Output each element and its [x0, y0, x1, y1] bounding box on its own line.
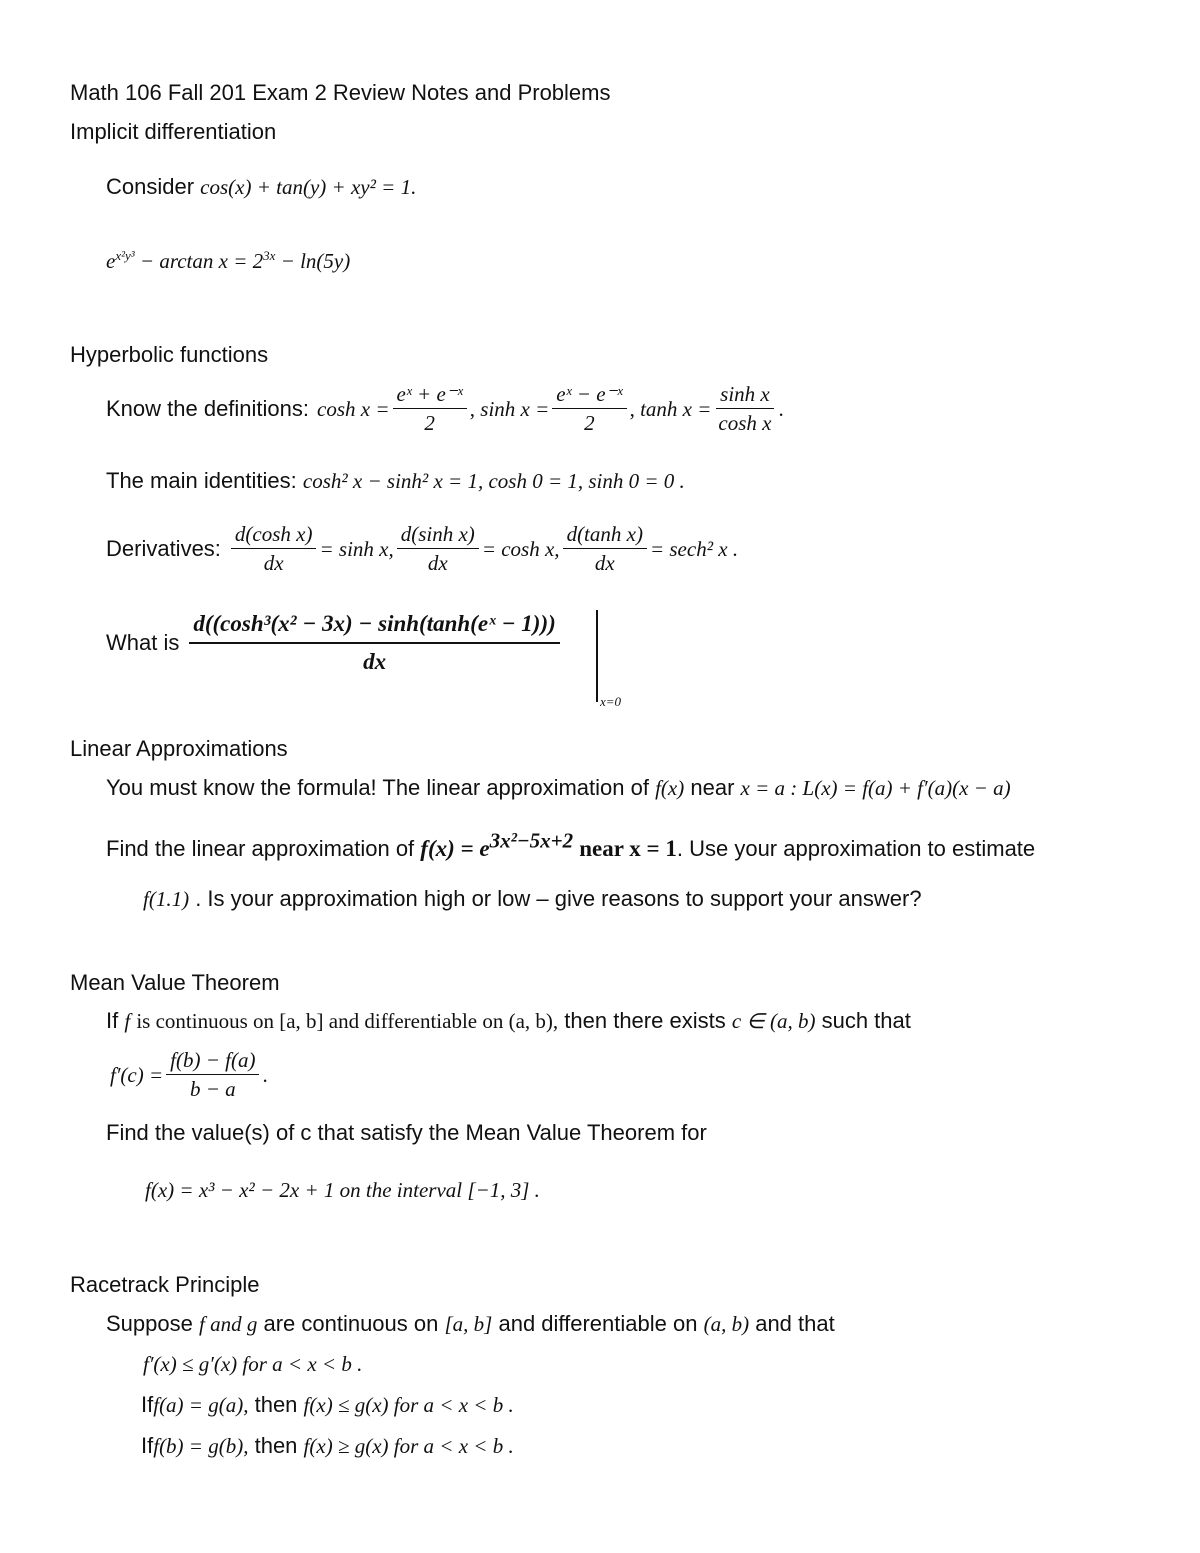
racetrack-line4 — [141, 1433, 514, 1459]
racetrack-line4-result: f(x) ≥ g(x) for a < x < b . — [303, 1434, 514, 1458]
tanh-denominator: cosh x — [718, 411, 772, 435]
identities-label: The main identities: — [106, 468, 297, 493]
whatis-numerator: d((cosh³(x² − 3x) − sinh(tanh(eˣ − 1))) — [189, 608, 559, 644]
racetrack-differentiable: and differentiable on — [498, 1311, 698, 1336]
sinh-numerator: eˣ − e⁻ˣ — [552, 382, 626, 409]
heading-racetrack: Racetrack Principle — [70, 1272, 260, 1297]
whatis-denominator: dx — [363, 649, 387, 674]
d-sinh-fraction — [397, 522, 479, 575]
tanh-numerator: sinh x — [716, 382, 774, 409]
eq2-exp: x²y³ — [115, 248, 135, 263]
cosh-numerator: eˣ + e⁻ˣ — [393, 382, 467, 409]
derivatives-label: Derivatives: — [106, 535, 221, 561]
mvt-lhs: f′(c) = — [110, 1062, 164, 1087]
mvt-period: . — [262, 1062, 268, 1087]
racetrack-suppose: Suppose — [106, 1311, 193, 1336]
eq2-tail: − ln(5y) — [280, 249, 351, 273]
linear-line3-text: . Is your approximation high or low – give reasons to support your answer? — [195, 886, 922, 911]
racetrack-line3 — [141, 1392, 514, 1418]
cosh-fraction — [393, 382, 467, 435]
racetrack-line3-then: then — [254, 1392, 298, 1417]
heading-linear: Linear Approximations — [70, 736, 288, 761]
heading-implicit: Implicit differentiation — [70, 119, 277, 144]
document-title: Math 106 Fall 201 Exam 2 Review Notes and Problems — [70, 80, 611, 105]
d-tanh-numerator: d(tanh x) — [563, 522, 647, 549]
eq2-exp2: 3x — [263, 248, 276, 263]
d-tanh-rhs: = sech² x . — [649, 536, 739, 561]
racetrack-and-that: and that — [755, 1311, 835, 1336]
mvt-if: If — [106, 1008, 119, 1033]
d-tanh-denominator: dx — [594, 551, 615, 575]
linear-near-point: near x = 1 — [579, 836, 677, 861]
equation-1: cos(x) + tan(y) + xy² = 1. — [200, 175, 417, 199]
sinh-fraction — [552, 382, 626, 435]
racetrack-line3-if: If — [141, 1392, 154, 1417]
linear-line2-tail: . Use your approximation to estimate — [676, 836, 1036, 861]
linear-exponent: 3x²−5x+2 — [489, 828, 574, 853]
sinh-lhs: sinh x = — [480, 396, 550, 421]
racetrack-line3-result: f(x) ≤ g(x) for a < x < b . — [303, 1393, 514, 1417]
mvt-continuity: is continuous on [a, b] and differentiable on (a, b), — [136, 1009, 559, 1033]
d-cosh-numerator: d(cosh x) — [231, 522, 317, 549]
racetrack-line4-cond: f(b) = g(b), — [153, 1434, 249, 1458]
linear-function: f(x) = e — [420, 836, 490, 861]
evaluation-point: x=0 — [600, 694, 622, 709]
mvt-c-in: c ∈ (a, b) — [731, 1009, 816, 1033]
linear-estimate-line — [143, 886, 922, 912]
d-sinh-numerator: d(sinh x) — [397, 522, 479, 549]
eq2-rest: − arctan x = 2 — [139, 249, 264, 273]
mvt-such: such that — [821, 1008, 911, 1033]
racetrack-continuous: are continuous on — [263, 1311, 439, 1336]
cosh-lhs: cosh x = — [317, 396, 390, 421]
d-cosh-fraction — [231, 522, 317, 575]
d-cosh-rhs: = sinh x, — [319, 536, 394, 561]
identities-formula: cosh² x − sinh² x = 1, cosh 0 = 1, sinh 0 = 0 . — [302, 469, 685, 493]
sinh-denominator: 2 — [584, 411, 595, 435]
equation-2 — [106, 248, 350, 274]
tanh-fraction — [714, 382, 775, 435]
d-tanh-fraction — [563, 522, 647, 575]
racetrack-line2: f′(x) ≤ g′(x) for a < x < b . — [143, 1352, 363, 1376]
mvt-f: f — [124, 1009, 131, 1033]
racetrack-line1 — [106, 1311, 835, 1337]
mvt-fraction — [166, 1048, 259, 1101]
linear-fx: f(x) — [655, 776, 685, 800]
mvt-formula — [110, 1048, 268, 1101]
heading-hyperbolic: Hyperbolic functions — [70, 342, 269, 367]
consider-label: Consider — [106, 174, 195, 199]
linear-formula-line — [106, 775, 1011, 801]
eq2-base: e — [106, 249, 116, 273]
racetrack-fg: f and g — [198, 1312, 258, 1336]
whatis-label: What is — [106, 630, 180, 655]
racetrack-line3-cond: f(a) = g(a), — [153, 1393, 249, 1417]
tanh-lhs: tanh x = — [640, 396, 712, 421]
racetrack-line4-if: If — [141, 1433, 154, 1458]
d-sinh-denominator: dx — [427, 551, 448, 575]
linear-line2-text: Find the linear approximation of — [106, 836, 415, 861]
mvt-denominator: b − a — [189, 1077, 236, 1101]
racetrack-line4-then: then — [254, 1433, 298, 1458]
d-sinh-rhs: = cosh x, — [481, 536, 560, 561]
racetrack-closed-interval: [a, b] — [444, 1312, 493, 1336]
linear-near: near — [690, 775, 735, 800]
linear-formula: x = a : L(x) = f(a) + f′(a)(x − a) — [740, 776, 1011, 800]
derivatives-line — [106, 522, 738, 575]
linear-line1-text: You must know the formula! The linear approximation of — [106, 775, 649, 800]
mvt-then: then there exists — [564, 1008, 726, 1033]
mvt-function: f(x) = x³ − x² − 2x + 1 on the interval [−1, 3] . — [145, 1178, 540, 1202]
d-cosh-denominator: dx — [263, 551, 284, 575]
cosh-denominator: 2 — [424, 411, 435, 435]
racetrack-open-interval: (a, b) — [703, 1312, 750, 1336]
whatis-fraction — [189, 608, 559, 678]
mvt-numerator: f(b) − f(a) — [166, 1048, 259, 1075]
evaluation-bar — [596, 610, 598, 702]
linear-problem-line — [106, 828, 1036, 862]
definitions-line: Know the definitions: cosh x = $\frac{\text{eˣ + e⁻ˣ}}{2}$ , sinh x = $\frac{\text{eˣ − e⁻ˣ}}{2}$ , tanh x = $\frac{\text{sinh x}}{\text{cosh x}}$ . — [106, 382, 784, 435]
whatis-line — [106, 608, 563, 678]
identities-line — [106, 468, 685, 494]
definitions-label: Know the definitions: — [106, 395, 310, 421]
mvt-find: Find the value(s) of c that satisfy the Mean Value Theorem for — [106, 1120, 707, 1145]
mvt-statement-line — [106, 1008, 911, 1034]
heading-mvt: Mean Value Theorem — [70, 970, 280, 995]
consider-line — [106, 174, 416, 200]
linear-f11: f(1.1) — [143, 887, 190, 911]
